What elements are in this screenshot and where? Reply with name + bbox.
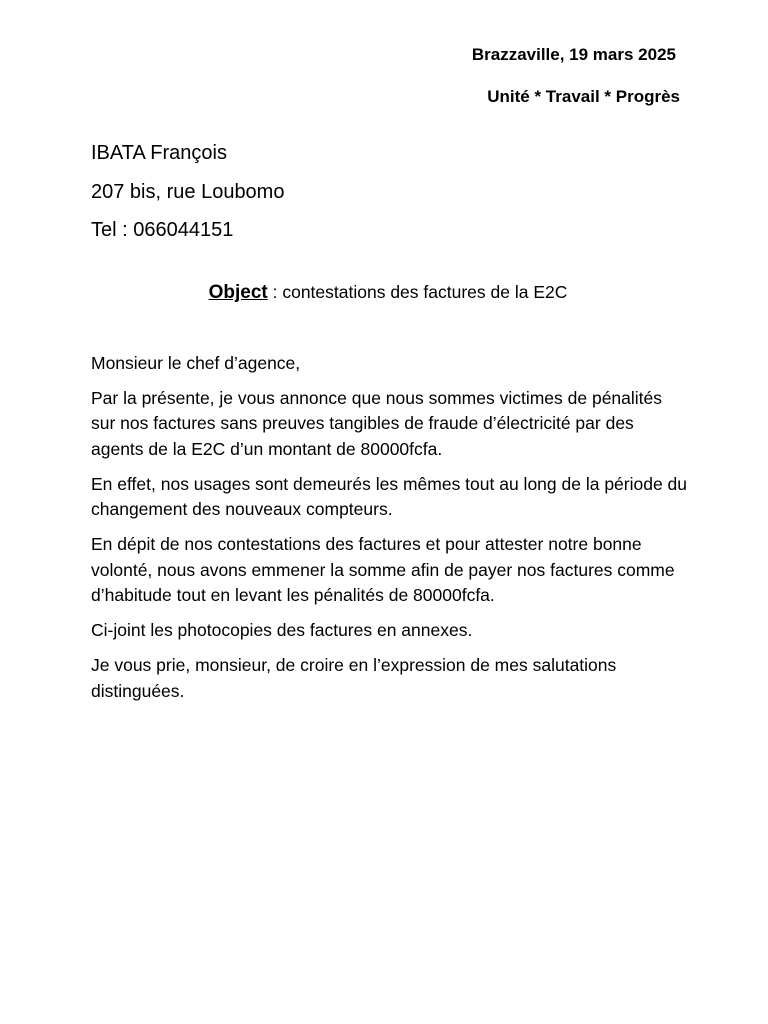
letter-body	[91, 351, 691, 714]
sender-block	[91, 134, 284, 250]
body-paragraph: En effet, nos usages sont demeurés les mêmes tout au long de la période du changement des nouveaux compteurs.	[91, 473, 688, 519]
place-date: Brazzaville, 19 mars 2025	[471, 45, 676, 64]
closing-paragraph: Je vous prie, monsieur, de croire en l’expression de mes salutations distinguées.	[91, 655, 617, 701]
sender-address: 207 bis, rue Loubomo	[91, 180, 285, 203]
national-motto: Unité * Travail * Progrès	[487, 87, 680, 106]
object-label: Object	[208, 282, 268, 303]
salutation: Monsieur le chef d’agence,	[91, 353, 301, 373]
object-text: : contestations des factures de la E2C	[267, 282, 568, 302]
letter-header	[471, 44, 680, 108]
body-paragraph: En dépit de nos contestations des factures et pour attester notre bonne volonté, nous avons emmener la somme afin de payer nos factures comme d’habitude tout en levant les pénalités de 80000fcfa.	[91, 534, 675, 605]
object-line	[0, 279, 768, 306]
sender-name: IBATA François	[91, 142, 227, 164]
sender-phone: Tel : 066044151	[91, 219, 234, 241]
body-paragraph: Par la présente, je vous annonce que nous sommes victimes de pénalités sur nos factures sans preuves tangibles de fraude d’électricité par des agents de la E2C d’un montant de 80000fcfa.	[91, 387, 663, 459]
body-paragraph: Ci-joint les photocopies des factures en annexes.	[91, 620, 473, 640]
